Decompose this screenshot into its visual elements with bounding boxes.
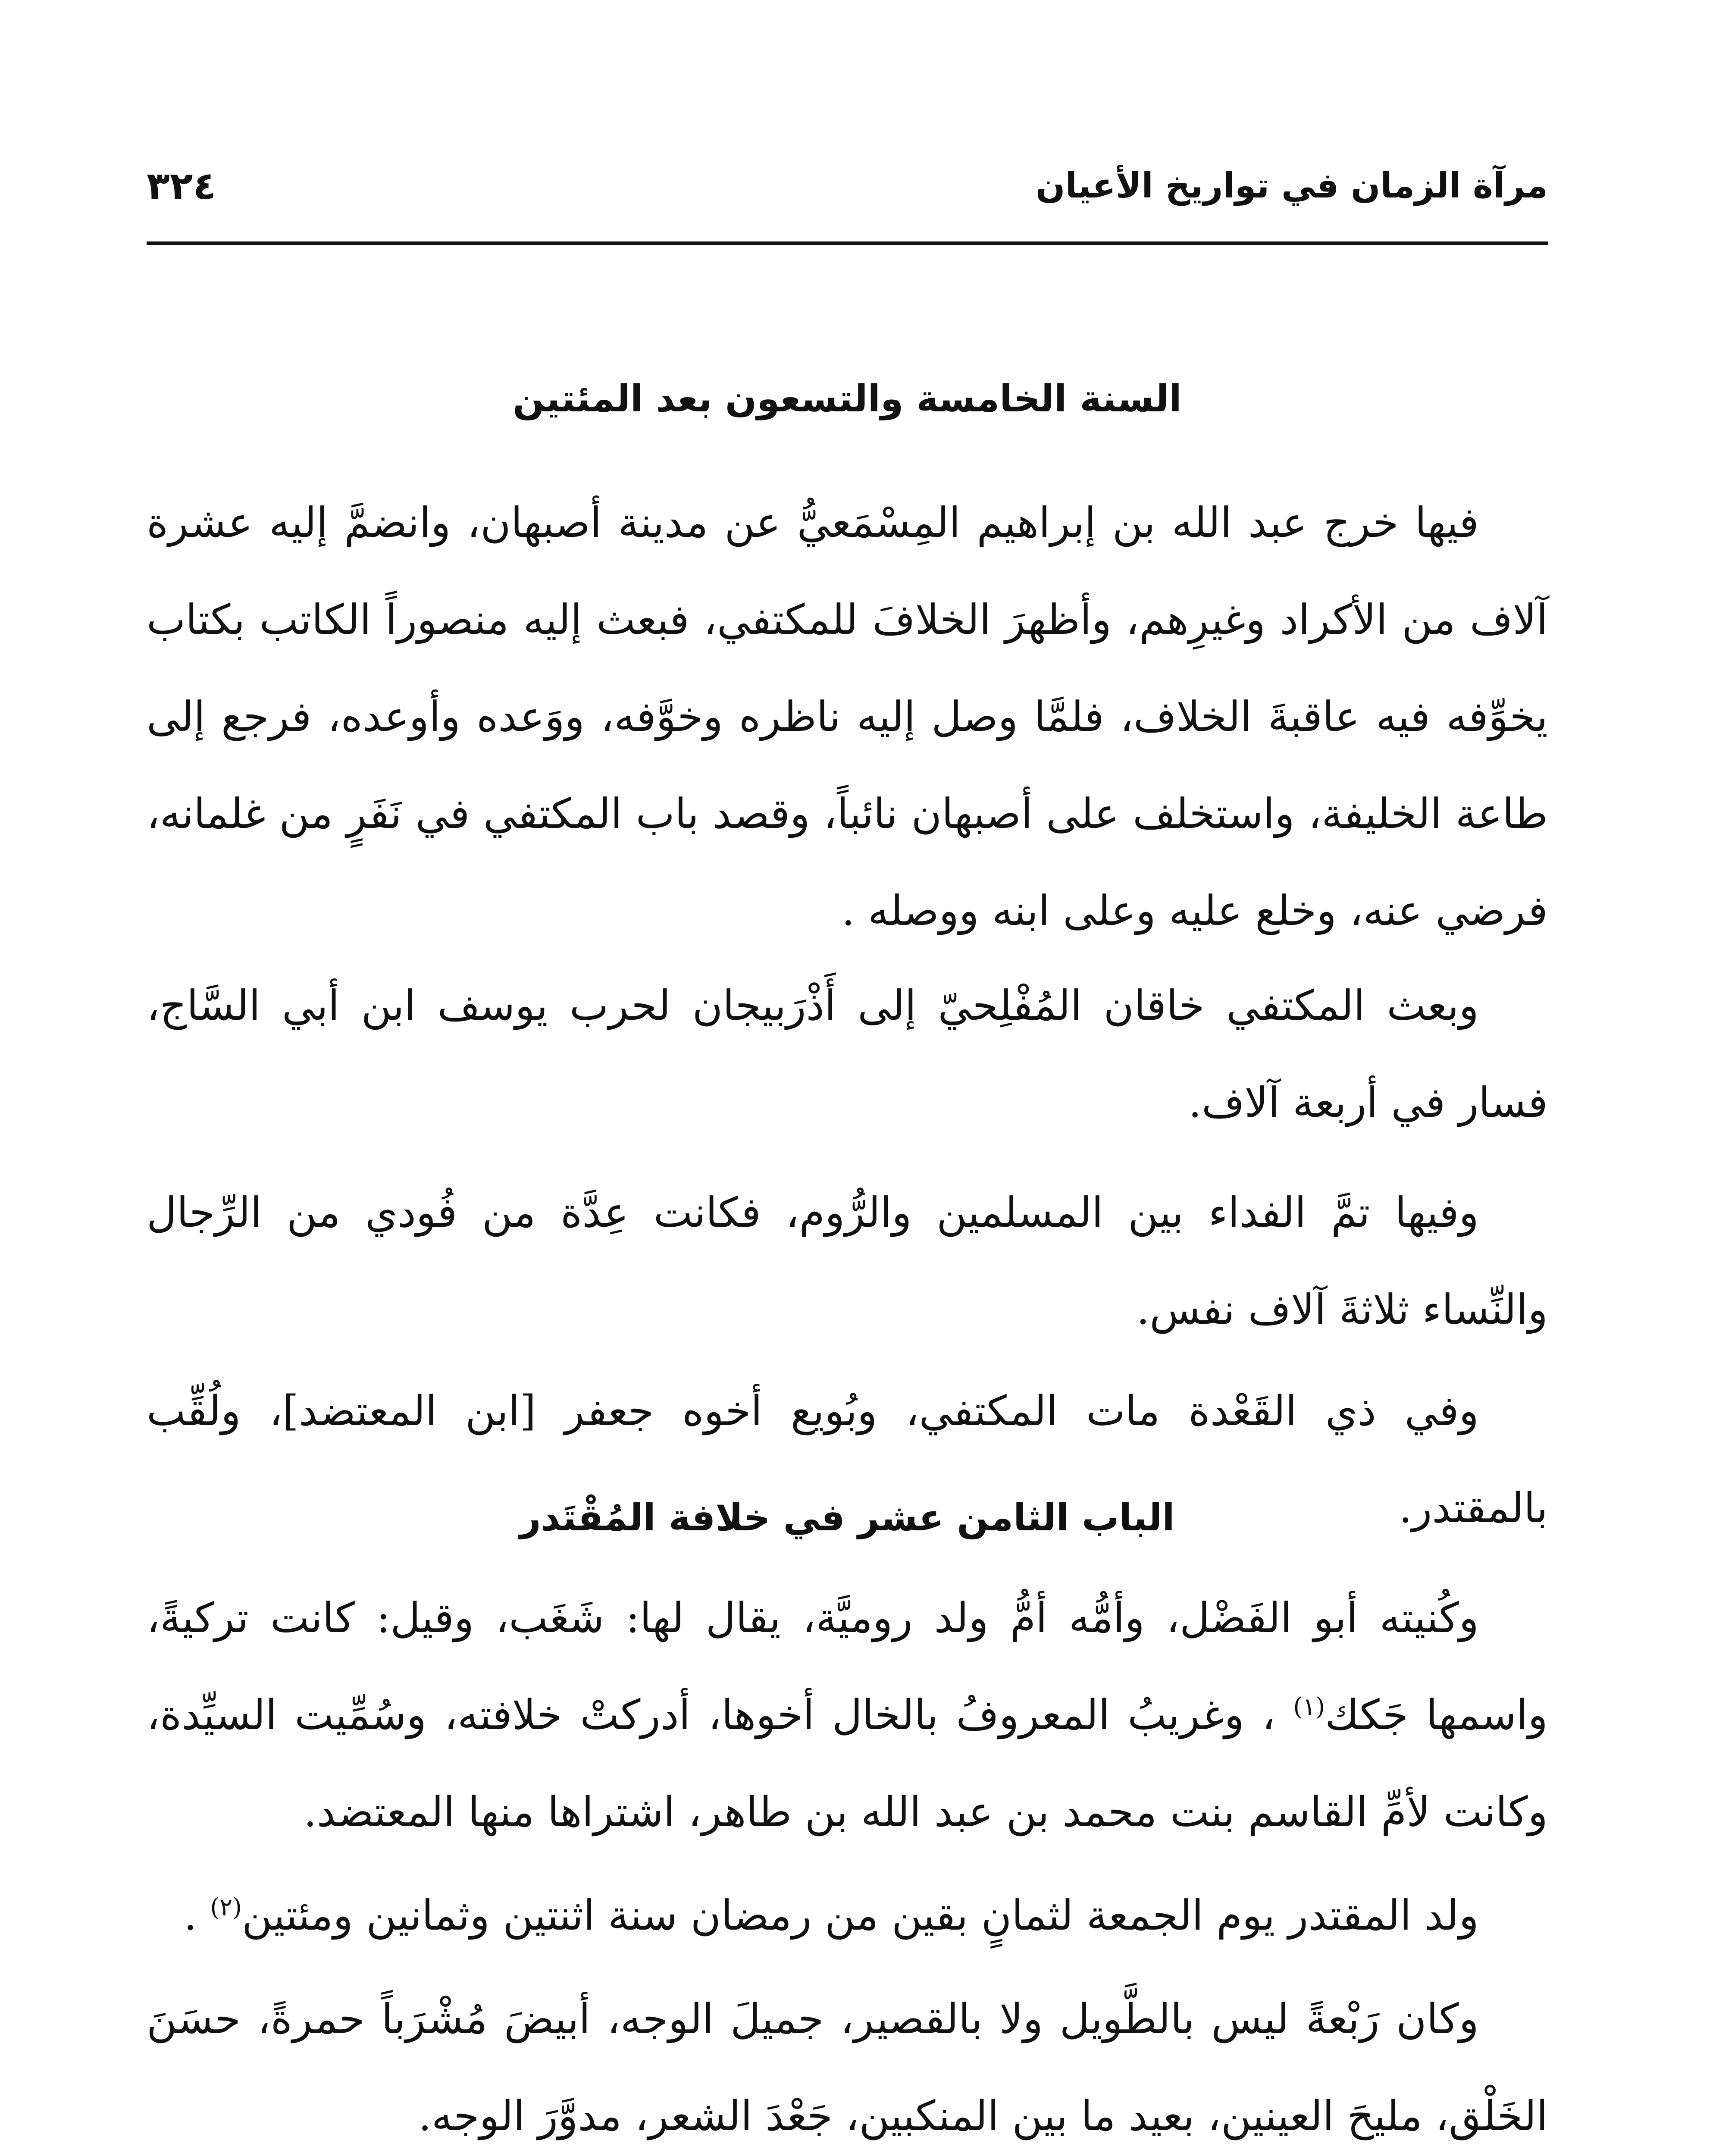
chapter-heading: الباب الثامن عشر في خلافة المُقْتَدر: [520, 1496, 1175, 1539]
page-number: ٣٢٤: [147, 163, 216, 208]
paragraph-revolt-isfahan: فيها خرج عبد الله بن إبراهيم المِسْمَعيُّ عن مدينة أصبهان، وانضمَّ إليه عشرة آلاف من الأكراد وغيرِهم، وأظهرَ الخلافَ للمكتفي، فبعث إليه منصوراً الكاتب بكتاب يخوِّفه فيه عاقبةَ الخلاف، فلمَّا وصل إليه ناظره وخوَّفه، ووَعده وأوعده، فرجع إلى طاعة الخليفة، واستخلف على أصبهان نائباً، وقصد باب المكتفي في نَفَرٍ من غلمانه، فرضي عنه، وخلع عليه وعلى ابنه ووصله .: [147, 498, 1548, 935]
footnote-ref-2: (٢): [210, 1893, 242, 1921]
paragraph-death-muktafi: وفي ذي القَعْدة مات المكتفي، وبُويع أخوه جعفر [ابن المعتضد]، ولُقِّب بالمقتدر.: [147, 1387, 1548, 1532]
paragraph-birth: ولد المقتدر يوم الجمعة لثمانٍ بقين من رمضان سنة اثنتين وثمانين ومئتين$^{(٢)}$ .: [184, 1891, 1479, 1940]
section-heading: السنة الخامسة والتسعون بعد المئتين: [513, 377, 1182, 420]
paragraph-ransom: وفيها تمَّ الفداء بين المسلمين والرُّوم، فكانت عِدَّة من فُودي من الرِّجال والنِّساء ثلاثةَ آلاف نفس.: [147, 1188, 1548, 1334]
running-title: مرآة الزمان في تواريخ الأعيان: [1036, 165, 1548, 206]
paragraph-kunya: وكُنيته أبو الفَضْل، وأمُّه أمُّ ولد روميَّة، يقال لها: شَغَب، وقيل: كانت تركيةً، واسمها جَكك$^{(١)}$ ، وغريبُ المعروفُ بالخال أخوها، أدركتْ خلافته، وسُمِّيت السيِّدة، وكانت لأمِّ القاسم بنت محمد بن عبد الله بن طاهر، اشتراها منها المعتضد.: [147, 1594, 1548, 1836]
paragraph-description: وكان رَبْعةً ليس بالطَّويل ولا بالقصير، جميلَ الوجه، أبيضَ مُشْرَباً حمرةً، حسَنَ الخَلْق، مليحَ العينين، بعيد ما بين المنكبين، جَعْدَ الشعر، مدوَّرَ الوجه.: [147, 1995, 1548, 2140]
paragraph-khaqan-azerbaijan: وبعث المكتفي خاقان المُفْلِحيّ إلى أَذْرَبيجان لحرب يوسف ابن أبي السَّاج، فسار في أربعة آلاف.: [147, 981, 1548, 1127]
running-header: [147, 129, 1548, 245]
book-page: [147, 129, 1548, 2156]
footnote-ref-1: (١): [1293, 1693, 1325, 1721]
